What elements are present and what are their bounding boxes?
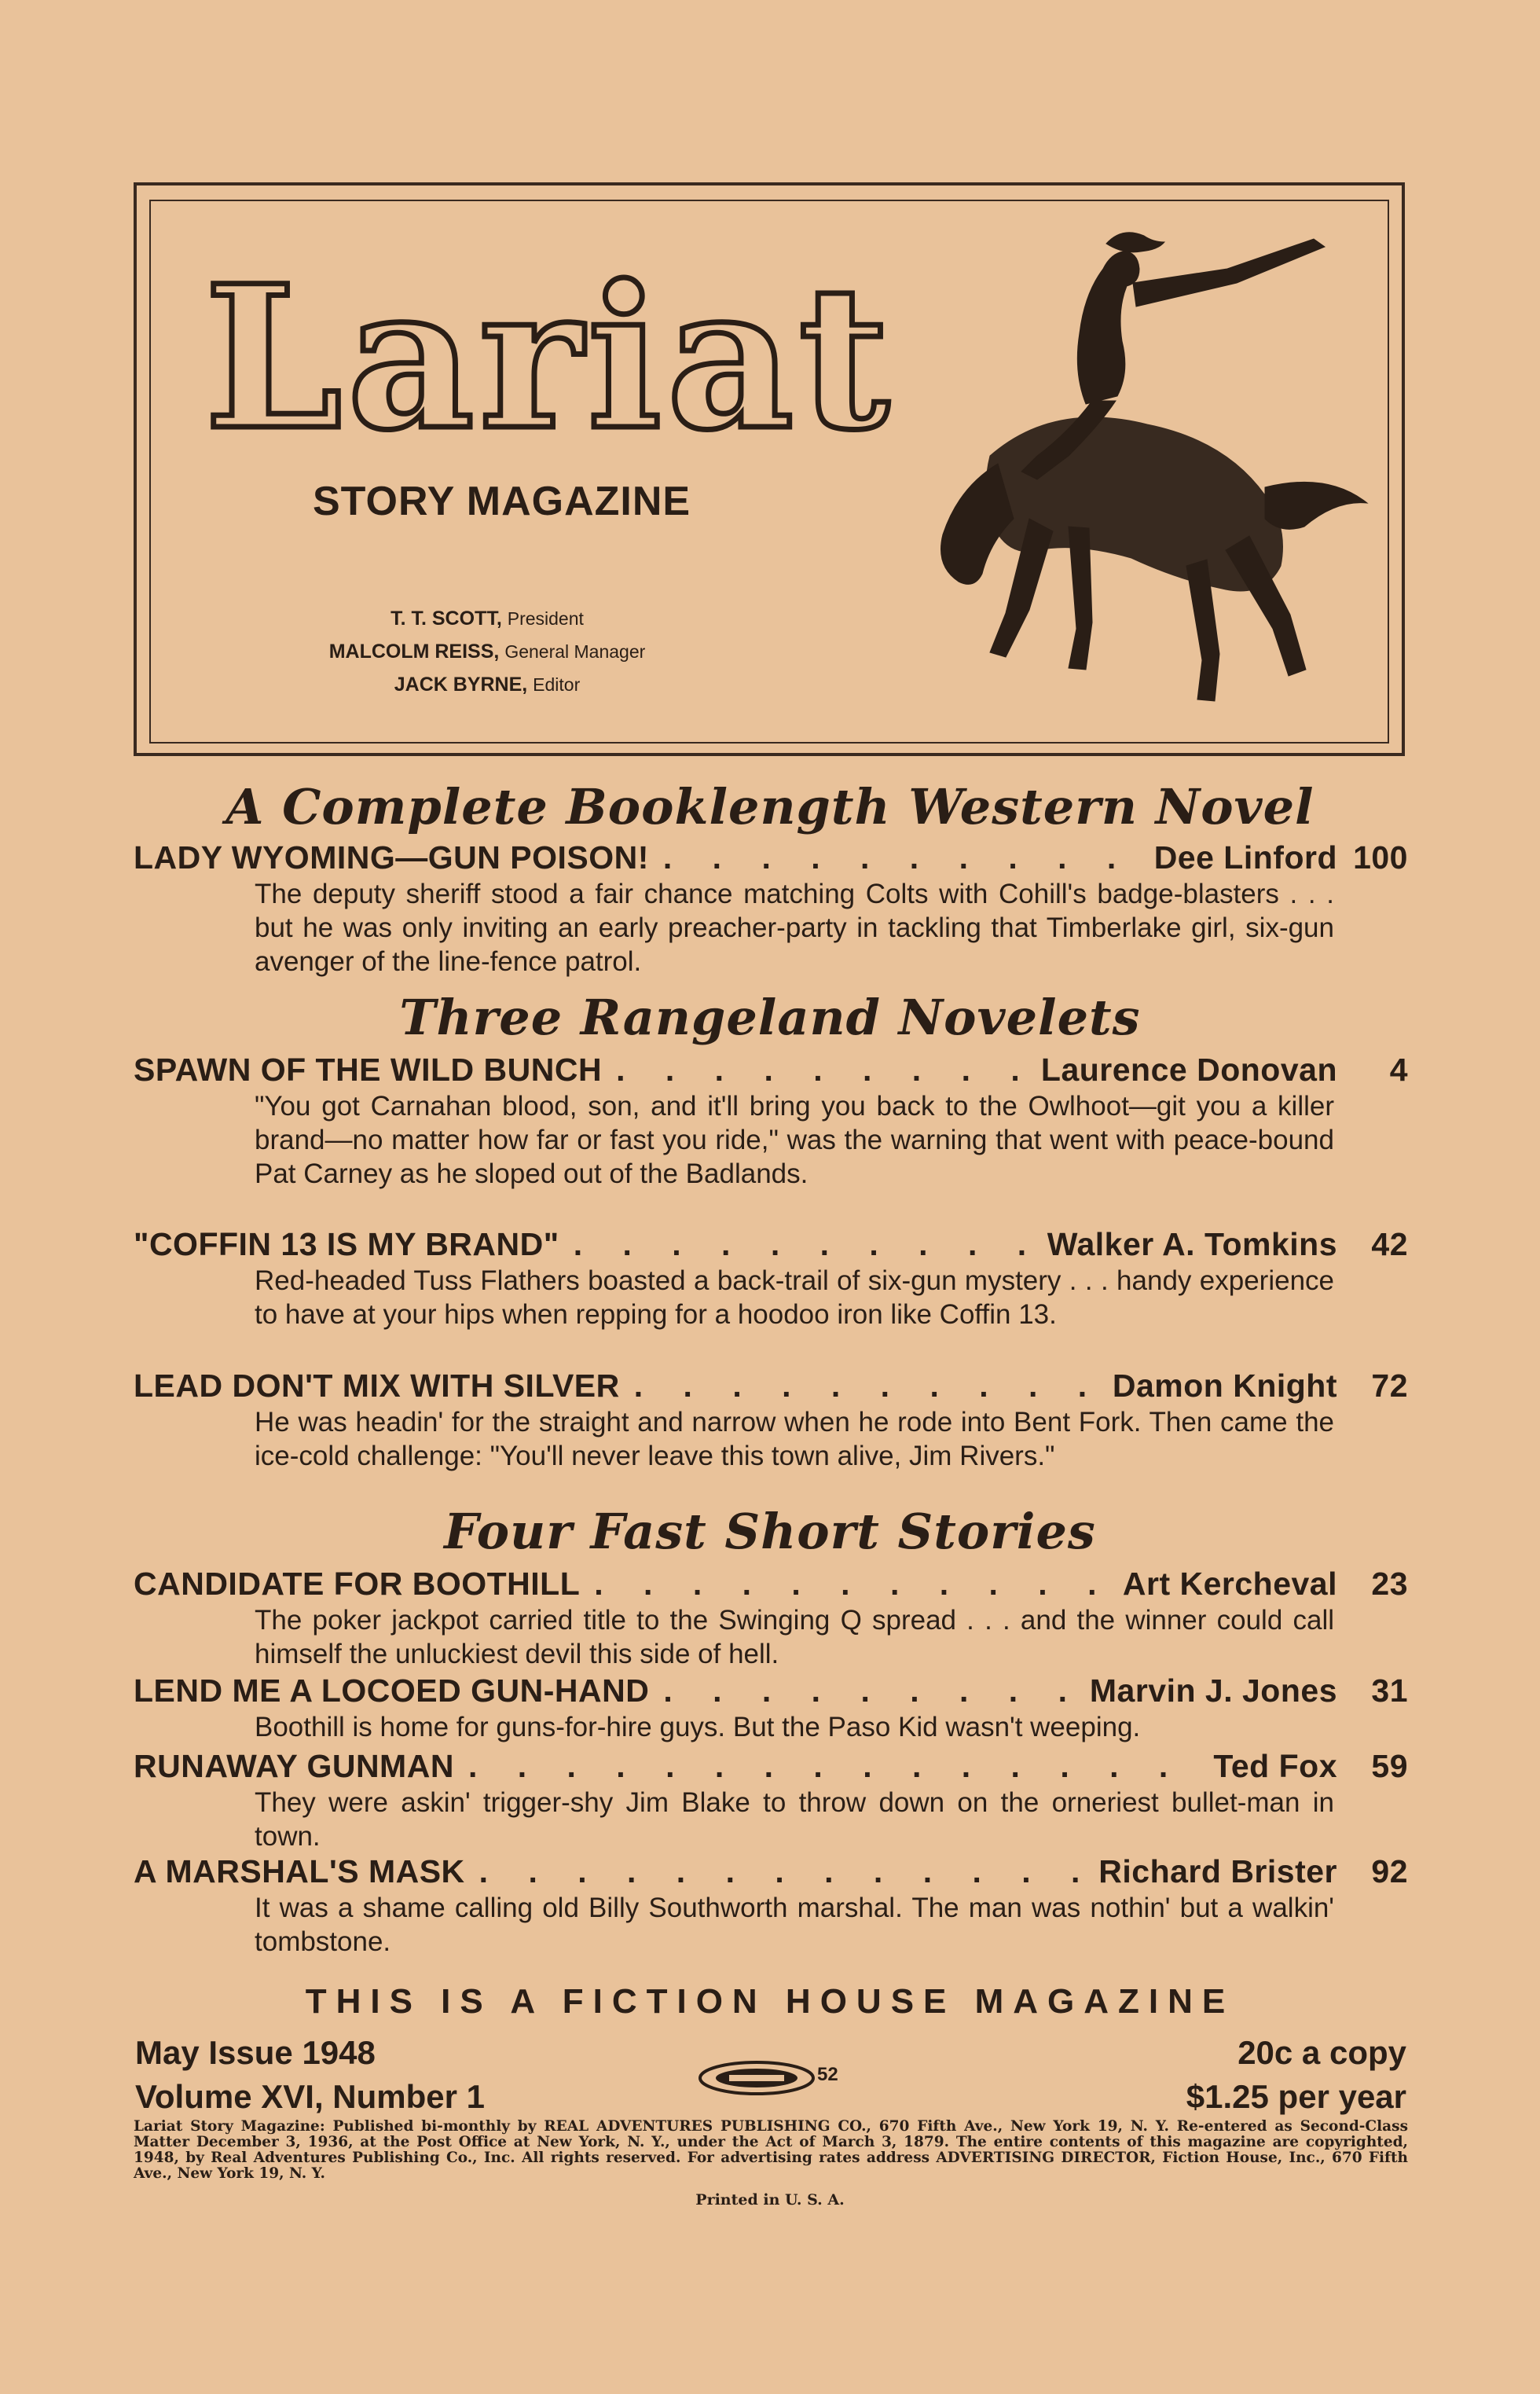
story-author: Richard Brister — [1098, 1853, 1337, 1889]
story-author: Ted Fox — [1213, 1748, 1337, 1784]
story-title: LADY WYOMING—GUN POISON! — [134, 839, 649, 876]
story-page: 92 — [1371, 1853, 1408, 1889]
story-blurb: Red-headed Tuss Flathers boasted a back-trail of six-gun mystery . . . handy experience to have at your hips when repping for a hoodoo iron like Coffin 13. — [255, 1265, 1334, 1330]
story-page: 4 — [1389, 1052, 1408, 1088]
story-author: Damon Knight — [1112, 1368, 1337, 1404]
seal-number: 52 — [817, 2064, 838, 2085]
entry-line — [134, 838, 1408, 877]
leader-dots — [616, 1050, 1027, 1089]
story-author: Marvin J. Jones — [1089, 1672, 1337, 1709]
entry-line — [134, 1366, 1408, 1405]
staff-name: MALCOLM REISS, — [328, 641, 500, 663]
leader-dots — [479, 1852, 1085, 1891]
staff-role: Editor — [533, 674, 581, 695]
union-seal-icon — [698, 2059, 816, 2097]
story-title: A MARSHAL'S MASK — [134, 1853, 465, 1889]
price-per-copy: 20c a copy — [1238, 2034, 1406, 2071]
magazine-title: Lariat — [204, 242, 894, 473]
story-page: 72 — [1371, 1368, 1408, 1404]
staff-line — [251, 635, 723, 668]
story-blurb: The deputy sheriff stood a fair chance matching Colts with Cohill's badge-blasters . . . but he was only inviting an early preacher-party in tackling that Timberlake girl, six-gun avenger of the line-fence patrol. — [255, 879, 1334, 977]
staff-role: General Manager — [504, 641, 646, 662]
contents-entry[interactable] — [134, 838, 1408, 979]
issue-info — [135, 2031, 485, 2119]
section-heading: Three Rangeland Novelets — [399, 989, 1141, 1046]
contents-entry[interactable] — [134, 1050, 1408, 1191]
leader-dots — [663, 1671, 1076, 1710]
entry-line — [134, 1564, 1408, 1603]
contents-entry[interactable] — [134, 1852, 1408, 1959]
leader-dots — [634, 1366, 1098, 1405]
section-heading: A Complete Booklength Western Novel — [226, 778, 1314, 835]
story-page: 23 — [1371, 1566, 1408, 1602]
story-blurb: He was headin' for the straight and narrow when he rode into Bent Fork. Then came the ice-cold challenge: "You'll never leave this town alive, Jim Rivers." — [255, 1407, 1334, 1471]
leader-dots — [574, 1225, 1033, 1264]
story-page: 100 — [1353, 839, 1408, 876]
story-title: LEAD DON'T MIX WITH SILVER — [134, 1368, 620, 1404]
story-page: 31 — [1371, 1672, 1408, 1709]
volume-number: Volume XVI, Number 1 — [135, 2078, 485, 2115]
staff-list — [251, 602, 723, 701]
price-per-year: $1.25 per year — [1186, 2078, 1406, 2115]
story-blurb: They were askin' trigger-shy Jim Blake to throw down on the orneriest bullet-man in town. — [255, 1787, 1334, 1852]
magazine-subtitle: STORY MAGAZINE — [313, 479, 691, 524]
contents-entry[interactable] — [134, 1746, 1408, 1853]
story-page: 42 — [1371, 1226, 1408, 1262]
leader-dots — [594, 1564, 1109, 1603]
entry-line — [134, 1050, 1408, 1089]
bucking-horse-illustration — [896, 220, 1383, 723]
staff-name: T. T. SCOTT, — [390, 608, 502, 630]
publisher-banner: THIS IS A FICTION HOUSE MAGAZINE — [305, 1982, 1235, 2021]
leader-dots — [468, 1746, 1199, 1786]
entry-line — [134, 1746, 1408, 1786]
story-title: "COFFIN 13 IS MY BRAND" — [134, 1226, 559, 1262]
entry-line — [134, 1225, 1408, 1264]
price-info — [1186, 2031, 1406, 2119]
story-author: Art Kercheval — [1122, 1566, 1337, 1602]
staff-line — [251, 668, 723, 701]
story-title: SPAWN OF THE WILD BUNCH — [134, 1052, 603, 1088]
printed-in-notice: Printed in U. S. A. — [695, 2191, 845, 2209]
contents-entry[interactable] — [134, 1564, 1408, 1671]
story-author: Dee Linford — [1153, 839, 1337, 876]
entry-line — [134, 1852, 1408, 1891]
story-page: 59 — [1371, 1748, 1408, 1784]
story-title: LEND ME A LOCOED GUN-HAND — [134, 1672, 650, 1709]
story-author: Laurence Donovan — [1040, 1052, 1337, 1088]
staff-line — [251, 602, 723, 635]
leader-dots — [663, 838, 1140, 877]
story-blurb: Boothill is home for guns-for-hire guys. But the Paso Kid wasn't weeping. — [255, 1712, 1141, 1742]
section-heading: Four Fast Short Stories — [444, 1503, 1096, 1560]
issue-date: May Issue 1948 — [135, 2034, 376, 2071]
story-blurb: It was a shame calling old Billy Southworth marshal. The man was nothin' but a walkin' tombstone. — [255, 1893, 1334, 1957]
staff-name: JACK BYRNE, — [394, 674, 528, 696]
story-title: CANDIDATE FOR BOOTHILL — [134, 1566, 581, 1602]
entry-line — [134, 1671, 1408, 1710]
contents-entry[interactable] — [134, 1225, 1408, 1331]
contents-entry[interactable] — [134, 1366, 1408, 1473]
story-author: Walker A. Tomkins — [1047, 1226, 1337, 1262]
story-title: RUNAWAY GUNMAN — [134, 1748, 454, 1784]
staff-role: President — [507, 608, 584, 629]
story-blurb: The poker jackpot carried title to the Swinging Q spread . . . and the winner could call himself the unluckiest devil this side of hell. — [255, 1605, 1334, 1669]
contents-entry[interactable] — [134, 1671, 1408, 1744]
story-blurb: "You got Carnahan blood, son, and it'll bring you back to the Owlhoot—git you a killer brand—no matter how far or fast you ride," was the warning that went with peace-bound Pat Carney as he sloped out of the Badlands. — [255, 1091, 1334, 1189]
legal-notice: Lariat Story Magazine: Published bi-monthly by REAL ADVENTURES PUBLISHING CO., 670 Fifth Ave., New York 19, N. Y. Re-entered as Second-Class Matter December 3, 1936, at the Post Office at New York, N. Y., under the Act of March 3, 1879. The entire contents of this magazine are copyrighted, 1948, by Real Adventures Publishing Co., Inc. All rights reserved. For advertising rates address ADVERTISING DIRECTOR, Fiction House, Inc., 670 Fifth Ave., New York 19, N. Y. — [134, 2118, 1408, 2182]
